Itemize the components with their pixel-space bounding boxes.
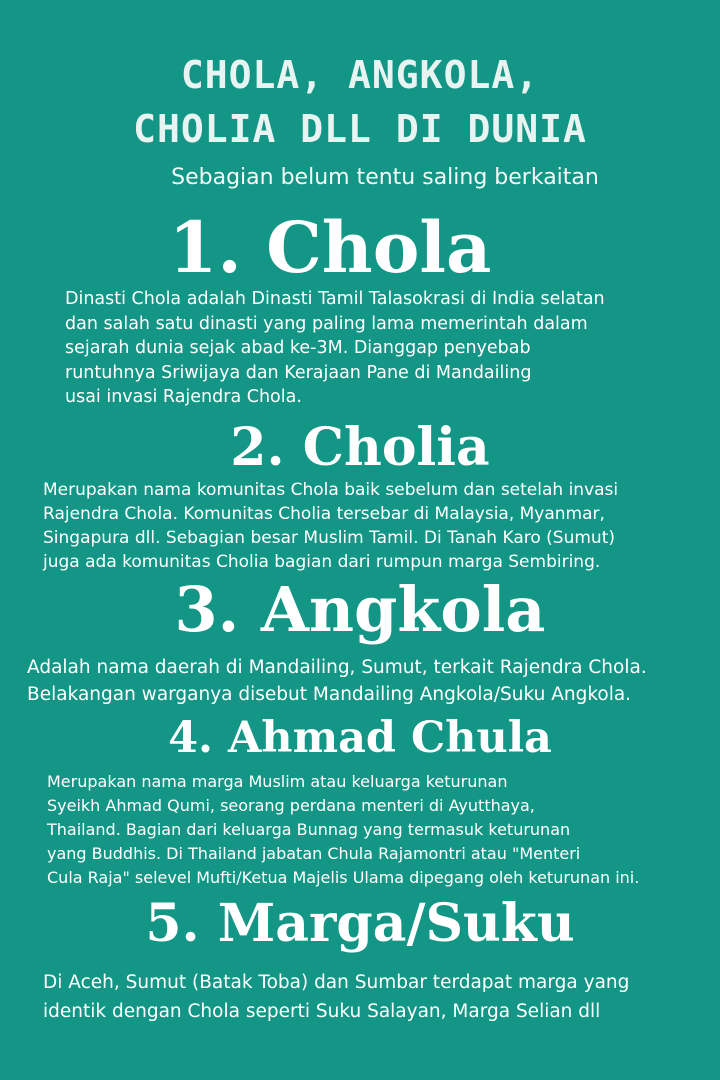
section-2-heading: 2. Cholia bbox=[230, 417, 490, 478]
page-subtitle: Sebagian belum tentu saling berkaitan bbox=[171, 165, 599, 190]
section-5-text: Di Aceh, Sumut (Batak Toba) dan Sumbar terdapat marga yang identik dengan Chola seperti Suku Salayan, Marga Selian dll bbox=[43, 972, 630, 1022]
page-title-line-1: CHOLA, ANGKOLA, bbox=[180, 53, 540, 97]
page-title-line-2: CHOLIA DLL DI DUNIA bbox=[133, 107, 587, 151]
section-1-text: Dinasti Chola adalah Dinasti Tamil Talasokrasi di India selatan dan salah satu dinasti yang paling lama memerintah dalam sejarah dunia sejak abad ke-3M. Dianggap penyebab runtuhnya Sriwijaya dan Kerajaan Pane di Mandailing usai invasi Rajendra Chola. bbox=[65, 289, 605, 407]
section-1-heading: 1. Chola bbox=[168, 206, 492, 289]
section-4-heading: 4. Ahmad Chula bbox=[168, 713, 552, 763]
section-3-text: Adalah nama daerah di Mandailing, Sumut, terkait Rajendra Chola. Belakangan warganya disebut Mandailing Angkola/Suku Angkola. bbox=[27, 657, 647, 705]
section-2-text: Merupakan nama komunitas Chola baik sebelum dan setelah invasi Rajendra Chola. Komunitas Cholia tersebar di Malaysia, Myanmar, Singapura dll. Sebagian besar Muslim Tamil. Di Tanah Karo (Sumut) juga ada komunitas Cholia bagian dari rumpun marga Sembiring. bbox=[43, 480, 619, 572]
section-5-heading: 5. Marga/Suku bbox=[145, 893, 575, 954]
section-4-text: Merupakan nama marga Muslim atau keluarga keturunan Syeikh Ahmad Qumi, seorang perdana menteri di Ayutthaya, Thailand. Bagian dari keluarga Bunnag yang termasuk keturunan yang Buddhis. Di Thailand jabatan Chula Rajamontri atau "Menteri Cula Raja" selevel Mufti/Ketua Majelis Ulama dipegang oleh keturunan ini. bbox=[47, 772, 640, 887]
section-3-heading: 3. Angkola bbox=[174, 573, 546, 646]
